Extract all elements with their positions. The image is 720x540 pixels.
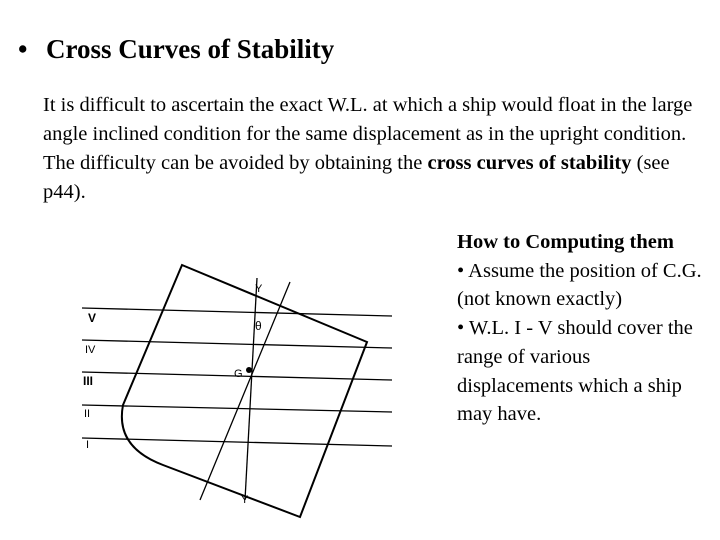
waterline-label-ii: II xyxy=(84,408,91,420)
waterline-label-i: I xyxy=(86,439,90,451)
intro-text-part2: (see p44). xyxy=(43,152,670,203)
cg-label: G xyxy=(234,368,243,380)
title-bullet: • xyxy=(18,34,28,64)
title-text: Cross Curves of Stability xyxy=(46,34,335,64)
vertical-axis xyxy=(245,278,257,500)
waterline-iv xyxy=(82,340,392,348)
waterline-label-iii: III xyxy=(83,374,94,388)
waterline-label-v: V xyxy=(88,311,97,325)
intro-emphasis: cross curves of stability xyxy=(427,152,632,174)
cg-point xyxy=(246,367,252,373)
axis-label-bottom: Y xyxy=(241,494,249,506)
waterline-v xyxy=(82,308,392,316)
inclined-centreline xyxy=(200,282,290,500)
waterline-label-iv: IV xyxy=(85,344,96,356)
notes-panel xyxy=(457,228,707,429)
notes-heading: How to Computing them xyxy=(457,231,674,253)
axis-label-top: Y xyxy=(255,283,263,295)
angle-label: θ xyxy=(255,319,262,333)
intro-text-part1: It is difficult to ascertain the exact W.L. at which a ship would float in the large angle inclined condition for the same displacement as in the upright condition. The difficulty can be avoided by obtaining the xyxy=(43,94,693,174)
notes-item: • Assume the position of C.G. (not known exactly) xyxy=(457,259,702,311)
notes-item: • W.L. I - V should cover the range of various displacements which a ship may have. xyxy=(457,317,693,426)
